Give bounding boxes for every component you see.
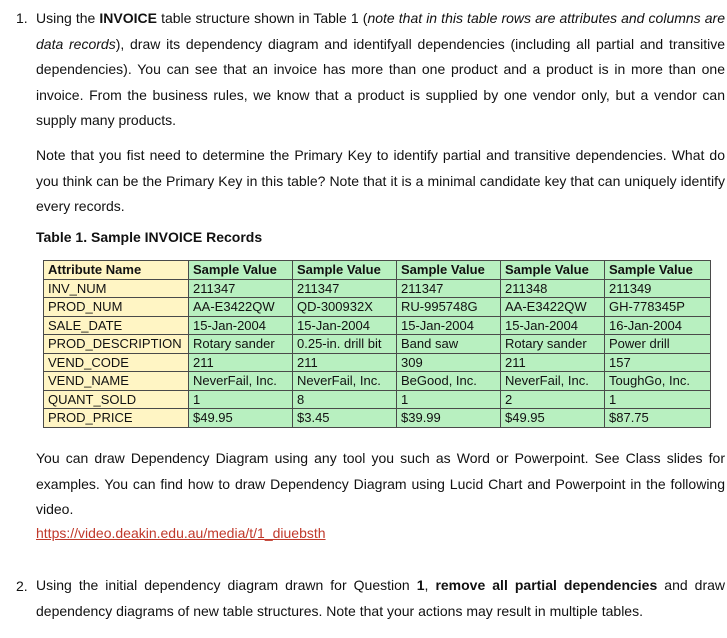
- question-2-number: 2.: [16, 578, 28, 594]
- intro-text-c: ), draw its dependency diagram and identifyall dependencies (including all partial and transitive dependencies). You can see that an invoice has more than one product and a product is in more than one invoice. From the business rules, we know that a product is supplied by one vendor only, but a vendor can supply many products.: [36, 35, 725, 128]
- attribute-cell: QUANT_SOLD: [44, 390, 189, 409]
- value-cell: 16-Jan-2004: [605, 316, 711, 335]
- table-row: [44, 298, 711, 317]
- value-cell: 1: [397, 390, 501, 409]
- tools-paragraph: You can draw Dependency Diagram using any tool you such as Word or Powerpoint. See Class slides for examples. You can find how to draw Dependency Diagram using Lucid Chart and Powerpoint in the following video.: [36, 450, 725, 517]
- value-cell: ToughGo, Inc.: [605, 372, 711, 391]
- primary-key-note: Note that you fist need to determine the Primary Key to identify partial and transitive dependencies. What do you think can be the Primary Key in this table? Note that it is a minimal candidate key that can uniquely identify every records.: [36, 147, 725, 214]
- intro-text-b: table structure shown in Table 1 (: [157, 10, 368, 26]
- header-attribute-name: Attribute Name: [44, 261, 189, 280]
- value-cell: 8: [293, 390, 397, 409]
- value-cell: 15-Jan-2004: [501, 316, 605, 335]
- question-1-intro: [36, 6, 725, 134]
- value-cell: $49.95: [189, 409, 293, 428]
- value-cell: $87.75: [605, 409, 711, 428]
- attribute-cell: PROD_PRICE: [44, 409, 189, 428]
- value-cell: NeverFail, Inc.: [189, 372, 293, 391]
- header-sample-value: Sample Value: [293, 261, 397, 280]
- q2-text-a: Using the initial dependency diagram drawn for Question: [36, 577, 417, 593]
- header-sample-value: Sample Value: [189, 261, 293, 280]
- value-cell: 211349: [605, 279, 711, 298]
- value-cell: GH-778345P: [605, 298, 711, 317]
- value-cell: $3.45: [293, 409, 397, 428]
- value-cell: QD-300932X: [293, 298, 397, 317]
- intro-invoice-bold: INVOICE: [99, 10, 157, 26]
- attribute-cell: PROD_NUM: [44, 298, 189, 317]
- table-row: [44, 279, 711, 298]
- value-cell: 1: [189, 390, 293, 409]
- value-cell: Rotary sander: [189, 335, 293, 354]
- header-sample-value: Sample Value: [501, 261, 605, 280]
- value-cell: $49.95: [501, 409, 605, 428]
- attribute-cell: SALE_DATE: [44, 316, 189, 335]
- q2-text-b: ,: [424, 577, 436, 593]
- value-cell: 1: [605, 390, 711, 409]
- attribute-cell: VEND_NAME: [44, 372, 189, 391]
- value-cell: NeverFail, Inc.: [293, 372, 397, 391]
- table-row: [44, 335, 711, 354]
- intro-italic-note: note that in this table rows are attributes and columns are data records: [36, 10, 726, 52]
- value-cell: Rotary sander: [501, 335, 605, 354]
- q2-text-c: and draw dependency diagrams of new table structures. Note that your actions may result in multiple tables.: [36, 577, 726, 619]
- attribute-cell: PROD_DESCRIPTION: [44, 335, 189, 354]
- value-cell: 157: [605, 353, 711, 372]
- value-cell: 211: [189, 353, 293, 372]
- question-2-text: [36, 573, 725, 624]
- value-cell: 0.25-in. drill bit: [293, 335, 397, 354]
- value-cell: AA-E3422QW: [501, 298, 605, 317]
- value-cell: 211347: [293, 279, 397, 298]
- value-cell: 15-Jan-2004: [397, 316, 501, 335]
- table-row: [44, 372, 711, 391]
- value-cell: 309: [397, 353, 501, 372]
- table-caption: Table 1. Sample INVOICE Records: [36, 229, 263, 245]
- header-sample-value: Sample Value: [397, 261, 501, 280]
- value-cell: 15-Jan-2004: [189, 316, 293, 335]
- attribute-cell: VEND_CODE: [44, 353, 189, 372]
- attribute-cell: INV_NUM: [44, 279, 189, 298]
- value-cell: 15-Jan-2004: [293, 316, 397, 335]
- q2-bold-number: 1: [416, 577, 425, 593]
- value-cell: AA-E3422QW: [189, 298, 293, 317]
- table-row: [44, 316, 711, 335]
- q2-bold-instruction: remove all partial dependencies: [435, 577, 658, 593]
- value-cell: 211347: [189, 279, 293, 298]
- header-sample-value: Sample Value: [605, 261, 711, 280]
- table-row: [44, 390, 711, 409]
- table-row: [44, 353, 711, 372]
- value-cell: Power drill: [605, 335, 711, 354]
- value-cell: Band saw: [397, 335, 501, 354]
- table-header-row: [44, 261, 711, 280]
- invoice-records-table: [43, 260, 711, 428]
- value-cell: $39.99: [397, 409, 501, 428]
- table-row: [44, 409, 711, 428]
- question-1-number: 1.: [16, 10, 28, 26]
- value-cell: BeGood, Inc.: [397, 372, 501, 391]
- value-cell: 2: [501, 390, 605, 409]
- value-cell: 211: [501, 353, 605, 372]
- value-cell: RU-995748G: [397, 298, 501, 317]
- intro-text-a: Using the: [36, 10, 100, 26]
- value-cell: 211347: [397, 279, 501, 298]
- value-cell: 211348: [501, 279, 605, 298]
- value-cell: 211: [293, 353, 397, 372]
- value-cell: NeverFail, Inc.: [501, 372, 605, 391]
- video-link[interactable]: https://video.deakin.edu.au/media/t/1_diuebsth: [36, 525, 326, 541]
